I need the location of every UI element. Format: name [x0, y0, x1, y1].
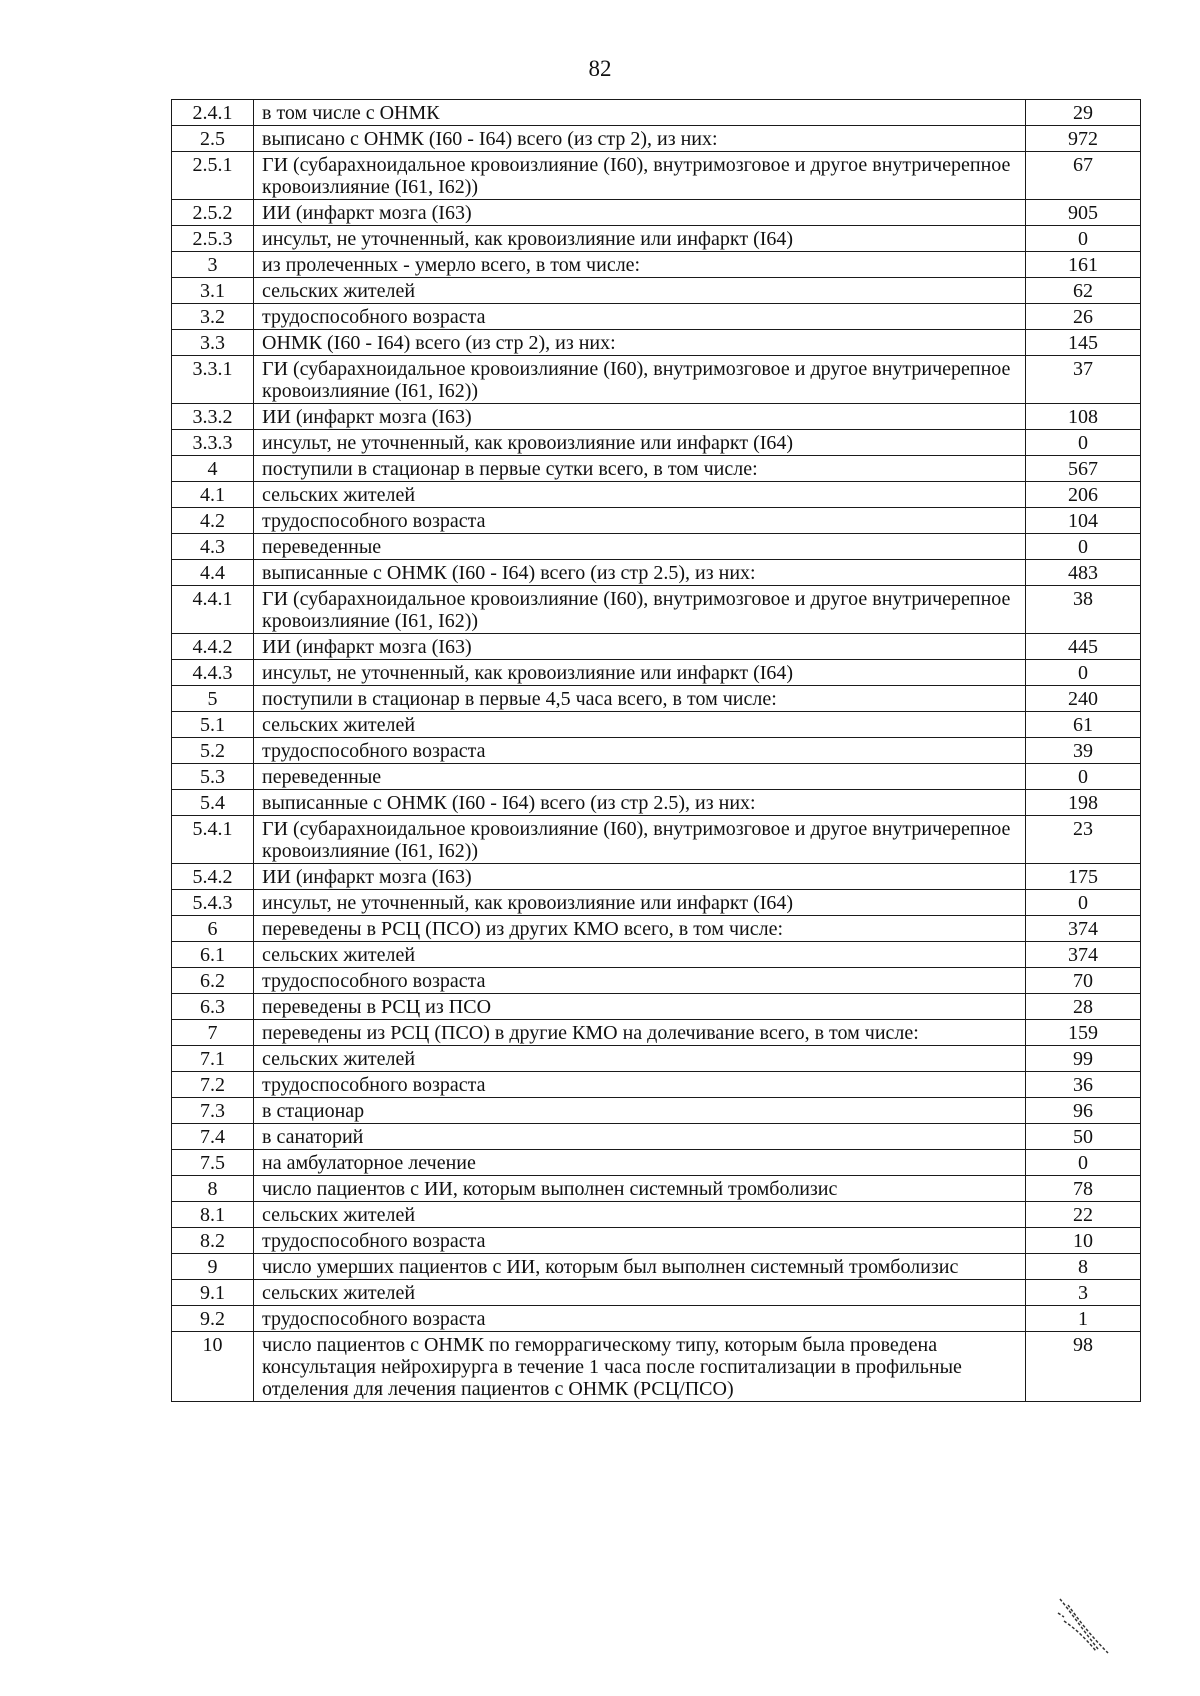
row-value: 98: [1026, 1332, 1141, 1402]
table-row: [172, 1046, 1141, 1072]
row-number: 2.5.2: [172, 200, 254, 226]
row-value: 0: [1026, 764, 1141, 790]
table-row: [172, 764, 1141, 790]
row-description: трудоспособного возраста: [254, 508, 1026, 534]
table-row: [172, 200, 1141, 226]
table-row: [172, 660, 1141, 686]
row-description: число умерших пациентов с ИИ, которым был выполнен системный тромболизис: [254, 1254, 1026, 1280]
row-number: 3: [172, 252, 254, 278]
table-row: [172, 634, 1141, 660]
table-body: [172, 100, 1141, 1402]
row-description: ГИ (субарахноидальное кровоизлияние (I60), внутримозговое и другое внутричерепное кровоизлияние (I61, I62)): [254, 356, 1026, 404]
signature-mark: [1050, 1591, 1120, 1661]
row-value: 28: [1026, 994, 1141, 1020]
table-row: [172, 456, 1141, 482]
row-number: 9.2: [172, 1306, 254, 1332]
table-row: [172, 1202, 1141, 1228]
table-row: [172, 790, 1141, 816]
statistics-table: [171, 99, 1141, 1402]
row-number: 7.1: [172, 1046, 254, 1072]
row-number: 6.3: [172, 994, 254, 1020]
row-number: 8.1: [172, 1202, 254, 1228]
row-number: 4.4: [172, 560, 254, 586]
table-row: [172, 1176, 1141, 1202]
row-number: 4.4.1: [172, 586, 254, 634]
row-number: 4.3: [172, 534, 254, 560]
row-description: из пролеченных - умерло всего, в том числе:: [254, 252, 1026, 278]
table-row: [172, 586, 1141, 634]
row-description: ГИ (субарахноидальное кровоизлияние (I60), внутримозговое и другое внутричерепное кровоизлияние (I61, I62)): [254, 152, 1026, 200]
table-row: [172, 356, 1141, 404]
row-value: 0: [1026, 226, 1141, 252]
row-number: 5.4: [172, 790, 254, 816]
row-number: 7.3: [172, 1098, 254, 1124]
row-description: ИИ (инфаркт мозга (I63): [254, 634, 1026, 660]
row-value: 10: [1026, 1228, 1141, 1254]
row-value: 61: [1026, 712, 1141, 738]
row-value: 483: [1026, 560, 1141, 586]
row-description: в стационар: [254, 1098, 1026, 1124]
row-description: трудоспособного возраста: [254, 304, 1026, 330]
table-row: [172, 916, 1141, 942]
row-number: 2.5: [172, 126, 254, 152]
row-number: 8: [172, 1176, 254, 1202]
row-description: переведены из РСЦ (ПСО) в другие КМО на долечивание всего, в том числе:: [254, 1020, 1026, 1046]
row-number: 7.4: [172, 1124, 254, 1150]
table-row: [172, 864, 1141, 890]
row-number: 5.2: [172, 738, 254, 764]
row-description: в санаторий: [254, 1124, 1026, 1150]
row-description: поступили в стационар в первые сутки всего, в том числе:: [254, 456, 1026, 482]
table-row: [172, 534, 1141, 560]
table-row: [172, 430, 1141, 456]
row-value: 0: [1026, 430, 1141, 456]
row-number: 5.4.1: [172, 816, 254, 864]
table-row: [172, 152, 1141, 200]
table-row: [172, 508, 1141, 534]
row-value: 108: [1026, 404, 1141, 430]
table-row: [172, 126, 1141, 152]
row-description: сельских жителей: [254, 1046, 1026, 1072]
table-row: [172, 404, 1141, 430]
row-value: 1: [1026, 1306, 1141, 1332]
row-value: 161: [1026, 252, 1141, 278]
row-description: переведенные: [254, 534, 1026, 560]
row-description: сельских жителей: [254, 712, 1026, 738]
row-value: 96: [1026, 1098, 1141, 1124]
table-row: [172, 304, 1141, 330]
row-number: 4.4.2: [172, 634, 254, 660]
table-row: [172, 1280, 1141, 1306]
row-value: 145: [1026, 330, 1141, 356]
row-value: 70: [1026, 968, 1141, 994]
row-value: 62: [1026, 278, 1141, 304]
row-description: в том числе с ОНМК: [254, 100, 1026, 126]
row-number: 5.1: [172, 712, 254, 738]
row-number: 5.3: [172, 764, 254, 790]
row-number: 3.1: [172, 278, 254, 304]
row-number: 2.5.3: [172, 226, 254, 252]
row-description: ГИ (субарахноидальное кровоизлияние (I60), внутримозговое и другое внутричерепное кровоизлияние (I61, I62)): [254, 816, 1026, 864]
row-description: сельских жителей: [254, 1202, 1026, 1228]
table-row: [172, 560, 1141, 586]
row-value: 240: [1026, 686, 1141, 712]
table-row: [172, 1306, 1141, 1332]
table-row: [172, 686, 1141, 712]
table-row: [172, 100, 1141, 126]
table-row: [172, 278, 1141, 304]
row-description: ОНМК (I60 - I64) всего (из стр 2), из них:: [254, 330, 1026, 356]
page-number: 82: [588, 56, 612, 81]
row-number: 9: [172, 1254, 254, 1280]
row-value: 374: [1026, 916, 1141, 942]
row-description: число пациентов с ОНМК по геморрагическому типу, которым была проведена консультация нейрохирурга в течение 1 часа после госпитализации в профильные отделения для лечения пациентов с ОНМК (РСЦ/ПСО): [254, 1332, 1026, 1402]
row-description: сельских жителей: [254, 942, 1026, 968]
row-value: 198: [1026, 790, 1141, 816]
row-value: 445: [1026, 634, 1141, 660]
row-value: 38: [1026, 586, 1141, 634]
row-description: сельских жителей: [254, 278, 1026, 304]
row-value: 0: [1026, 534, 1141, 560]
row-number: 6.1: [172, 942, 254, 968]
row-value: 0: [1026, 890, 1141, 916]
row-value: 972: [1026, 126, 1141, 152]
row-value: 374: [1026, 942, 1141, 968]
row-description: инсульт, не уточненный, как кровоизлияние или инфаркт (I64): [254, 430, 1026, 456]
row-number: 4: [172, 456, 254, 482]
table-row: [172, 1332, 1141, 1402]
row-value: 0: [1026, 660, 1141, 686]
row-value: 567: [1026, 456, 1141, 482]
row-number: 5.4.3: [172, 890, 254, 916]
table-row: [172, 1254, 1141, 1280]
row-number: 3.2: [172, 304, 254, 330]
row-number: 4.1: [172, 482, 254, 508]
table-row: [172, 1072, 1141, 1098]
row-value: 0: [1026, 1150, 1141, 1176]
table-row: [172, 712, 1141, 738]
table-row: [172, 1020, 1141, 1046]
row-description: выписанные с ОНМК (I60 - I64) всего (из стр 2.5), из них:: [254, 790, 1026, 816]
row-value: 905: [1026, 200, 1141, 226]
table-row: [172, 482, 1141, 508]
table-row: [172, 738, 1141, 764]
row-description: инсульт, не уточненный, как кровоизлияние или инфаркт (I64): [254, 890, 1026, 916]
row-value: 104: [1026, 508, 1141, 534]
row-description: ГИ (субарахноидальное кровоизлияние (I60), внутримозговое и другое внутричерепное кровоизлияние (I61, I62)): [254, 586, 1026, 634]
row-description: инсульт, не уточненный, как кровоизлияние или инфаркт (I64): [254, 660, 1026, 686]
row-number: 2.5.1: [172, 152, 254, 200]
table-row: [172, 1228, 1141, 1254]
table-row: [172, 994, 1141, 1020]
row-value: 3: [1026, 1280, 1141, 1306]
row-value: 39: [1026, 738, 1141, 764]
table-row: [172, 252, 1141, 278]
row-description: сельских жителей: [254, 482, 1026, 508]
row-description: ИИ (инфаркт мозга (I63): [254, 404, 1026, 430]
table-row: [172, 1124, 1141, 1150]
row-number: 7: [172, 1020, 254, 1046]
table-row: [172, 968, 1141, 994]
row-number: 7.2: [172, 1072, 254, 1098]
row-number: 2.4.1: [172, 100, 254, 126]
row-description: выписанные с ОНМК (I60 - I64) всего (из стр 2.5), из них:: [254, 560, 1026, 586]
row-number: 5: [172, 686, 254, 712]
table-row: [172, 890, 1141, 916]
row-description: трудоспособного возраста: [254, 1072, 1026, 1098]
table-row: [172, 942, 1141, 968]
table-row: [172, 1098, 1141, 1124]
row-value: 36: [1026, 1072, 1141, 1098]
row-value: 23: [1026, 816, 1141, 864]
row-number: 3.3.2: [172, 404, 254, 430]
row-number: 6.2: [172, 968, 254, 994]
row-value: 37: [1026, 356, 1141, 404]
row-description: выписано с ОНМК (I60 - I64) всего (из стр 2), из них:: [254, 126, 1026, 152]
row-number: 4.4.3: [172, 660, 254, 686]
row-description: переведены в РСЦ из ПСО: [254, 994, 1026, 1020]
row-value: 67: [1026, 152, 1141, 200]
row-description: трудоспособного возраста: [254, 738, 1026, 764]
table-row: [172, 1150, 1141, 1176]
table-row: [172, 330, 1141, 356]
row-value: 175: [1026, 864, 1141, 890]
row-number: 10: [172, 1332, 254, 1402]
row-description: переведены в РСЦ (ПСО) из других КМО всего, в том числе:: [254, 916, 1026, 942]
row-number: 7.5: [172, 1150, 254, 1176]
row-number: 3.3: [172, 330, 254, 356]
row-description: трудоспособного возраста: [254, 1228, 1026, 1254]
row-description: инсульт, не уточненный, как кровоизлияние или инфаркт (I64): [254, 226, 1026, 252]
row-number: 3.3.3: [172, 430, 254, 456]
row-value: 78: [1026, 1176, 1141, 1202]
row-number: 4.2: [172, 508, 254, 534]
row-description: число пациентов с ИИ, которым выполнен системный тромболизис: [254, 1176, 1026, 1202]
row-description: трудоспособного возраста: [254, 1306, 1026, 1332]
row-number: 5.4.2: [172, 864, 254, 890]
row-description: сельских жителей: [254, 1280, 1026, 1306]
row-description: ИИ (инфаркт мозга (I63): [254, 200, 1026, 226]
row-value: 99: [1026, 1046, 1141, 1072]
row-number: 6: [172, 916, 254, 942]
row-value: 159: [1026, 1020, 1141, 1046]
row-value: 8: [1026, 1254, 1141, 1280]
row-description: ИИ (инфаркт мозга (I63): [254, 864, 1026, 890]
row-description: переведенные: [254, 764, 1026, 790]
row-number: 9.1: [172, 1280, 254, 1306]
row-value: 26: [1026, 304, 1141, 330]
table-row: [172, 226, 1141, 252]
row-number: 8.2: [172, 1228, 254, 1254]
row-value: 29: [1026, 100, 1141, 126]
row-number: 3.3.1: [172, 356, 254, 404]
row-value: 206: [1026, 482, 1141, 508]
row-value: 50: [1026, 1124, 1141, 1150]
table-row: [172, 816, 1141, 864]
row-description: поступили в стационар в первые 4,5 часа всего, в том числе:: [254, 686, 1026, 712]
row-description: на амбулаторное лечение: [254, 1150, 1026, 1176]
row-description: трудоспособного возраста: [254, 968, 1026, 994]
row-value: 22: [1026, 1202, 1141, 1228]
